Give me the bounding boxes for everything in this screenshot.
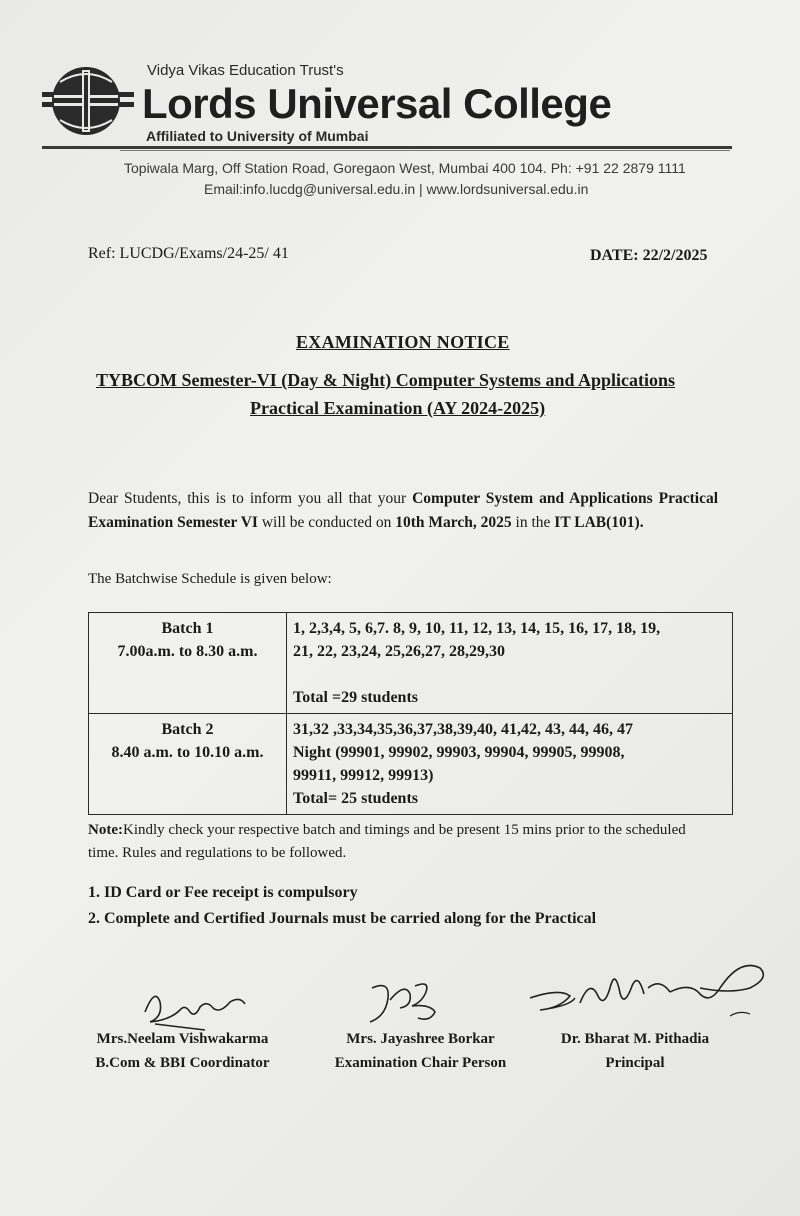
batch-time: 7.00a.m. to 8.30 a.m. bbox=[117, 643, 258, 660]
notice-subtitle-line1: TYBCOM Semester-VI (Day & Night) Computer Systems and Applications bbox=[96, 370, 675, 390]
note-paragraph bbox=[88, 819, 718, 865]
para-text: Dear Students, this is to inform you all that your bbox=[88, 490, 413, 507]
roll-list: Night (99901, 99902, 99903, 99904, 99905, 99908, bbox=[293, 744, 625, 761]
batch-total: Total =29 students bbox=[293, 689, 418, 706]
rule-item: 1. ID Card or Fee receipt is compulsory bbox=[88, 884, 358, 901]
affiliation: Affiliated to University of Mumbai bbox=[146, 128, 369, 144]
notice-subtitle-line2: Practical Examination (AY 2024-2025) bbox=[250, 398, 546, 418]
batch-time: 8.40 a.m. to 10.10 a.m. bbox=[111, 744, 264, 761]
signatory-1 bbox=[80, 1027, 285, 1075]
para-text: in the bbox=[511, 514, 555, 531]
signature-jayashree bbox=[360, 978, 470, 1030]
signatory-2 bbox=[318, 1027, 523, 1075]
college-name: Lords Universal College bbox=[142, 80, 612, 127]
roll-list: 99911, 99912, 99913) bbox=[293, 767, 434, 784]
roll-cell bbox=[287, 714, 733, 815]
rules-list bbox=[88, 880, 596, 932]
trust-name: Vidya Vikas Education Trust's bbox=[147, 62, 344, 79]
batch-name: Batch 2 bbox=[161, 721, 214, 738]
roll-cell bbox=[287, 613, 733, 714]
batch-name: Batch 1 bbox=[161, 620, 214, 637]
notice-paragraph bbox=[88, 487, 718, 535]
signatory-role: Examination Chair Person bbox=[334, 1055, 507, 1071]
roll-list: 1, 2,3,4, 5, 6,7. 8, 9, 10, 11, 12, 13, 14, 15, 16, 17, 18, 19, bbox=[293, 620, 661, 637]
table-row bbox=[89, 714, 733, 815]
college-contact: Email:info.lucdg@universal.edu.in | www.lordsuniversal.edu.in bbox=[204, 181, 589, 197]
notice-date: DATE: 22/2/2025 bbox=[590, 247, 708, 264]
reference-number: Ref: LUCDG/Exams/24-25/ 41 bbox=[88, 245, 289, 262]
signature-bharat bbox=[520, 948, 780, 1028]
batch-intro: The Batchwise Schedule is given below: bbox=[88, 571, 332, 587]
notice-title: EXAMINATION NOTICE bbox=[296, 332, 510, 352]
batch-total: Total= 25 students bbox=[293, 790, 418, 807]
signatory-name: Mrs.Neelam Vishwakarma bbox=[96, 1031, 269, 1047]
signatory-role: Principal bbox=[605, 1055, 665, 1071]
signatory-3 bbox=[545, 1027, 725, 1075]
signatory-role: B.Com & BBI Coordinator bbox=[95, 1055, 270, 1071]
batch-cell bbox=[89, 714, 287, 815]
signatory-name: Mrs. Jayashree Borkar bbox=[346, 1031, 495, 1047]
para-text: will be conducted on bbox=[257, 514, 396, 531]
letterhead-rule bbox=[42, 146, 732, 149]
roll-list: 31,32 ,33,34,35,36,37,38,39,40, 41,42, 43, 44, 46, 47 bbox=[293, 721, 633, 738]
note-label: Note: bbox=[88, 822, 123, 838]
college-logo bbox=[42, 62, 134, 140]
letterhead-rule-thin bbox=[120, 150, 730, 151]
roll-list: 21, 22, 23,24, 25,26,27, 28,29,30 bbox=[293, 643, 505, 660]
table-row bbox=[89, 613, 733, 714]
exam-date: 10th March, 2025 bbox=[395, 514, 512, 531]
exam-venue: IT LAB(101). bbox=[554, 514, 644, 531]
rule-item: 2. Complete and Certified Journals must be carried along for the Practical bbox=[88, 910, 597, 927]
signatory-name: Dr. Bharat M. Pithadia bbox=[560, 1031, 710, 1047]
batch-schedule-table bbox=[88, 612, 733, 815]
exam-name: Computer System and Applications Practical Examination Semester VI bbox=[88, 490, 719, 531]
batch-cell bbox=[89, 613, 287, 714]
note-text: Kindly check your respective batch and timings and be present 15 mins prior to the scheduled time. Rules and regulations to be followed. bbox=[88, 822, 686, 861]
college-address: Topiwala Marg, Off Station Road, Goregaon West, Mumbai 400 104. Ph: +91 22 2879 1111 bbox=[124, 160, 686, 176]
